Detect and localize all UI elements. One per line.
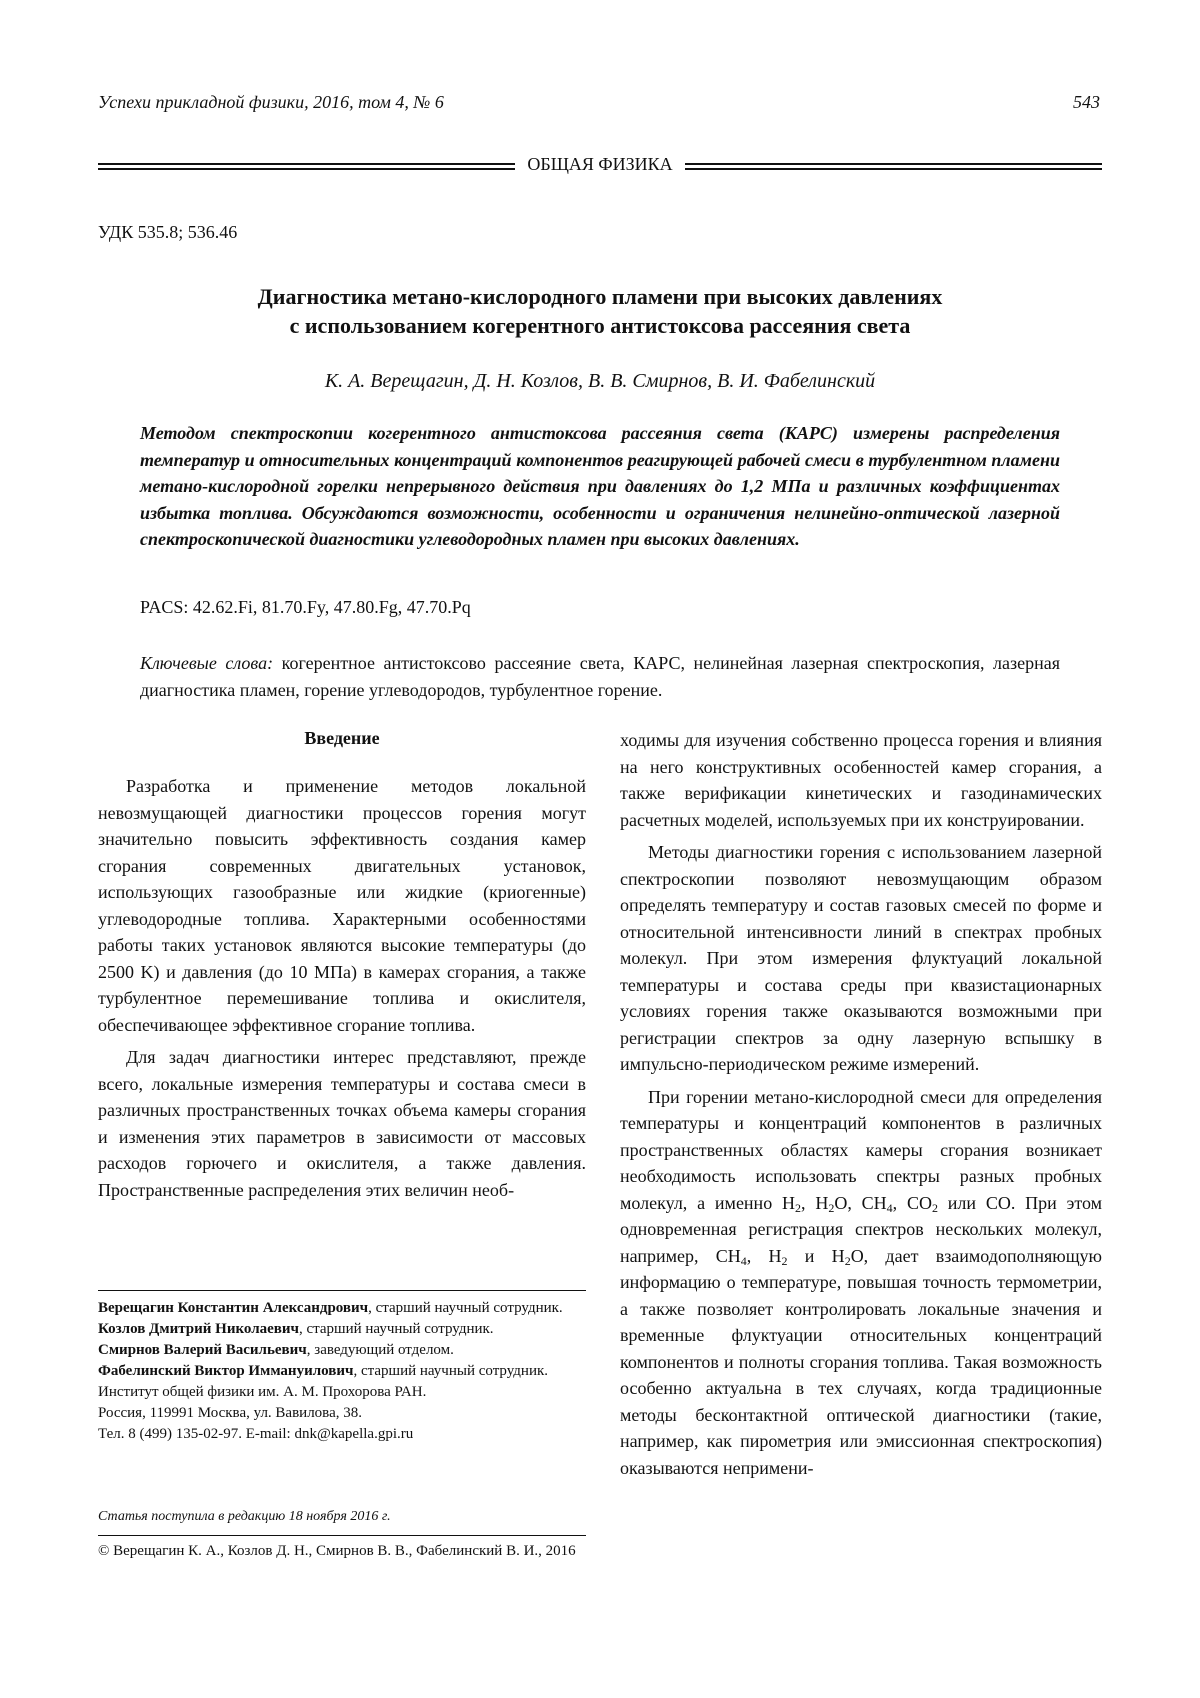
footnote-author-4: Фабелинский Виктор Иммануилович, старший научный сотрудник. bbox=[98, 1363, 549, 1379]
intro-paragraph-2: Для задач диагностики интерес представляют, прежде всего, локальные измерения температуры и состава смеси в различных пространственных точках объема камеры сгорания и изменения этих параметров в зависимости от массовых расходов горючего и окислителя, а также давления. Пространственные распределения этих величин необ- bbox=[98, 1047, 586, 1200]
affiliation-line-1: Институт общей физики им. А. М. Прохорова РАН. bbox=[98, 1384, 427, 1400]
page-number: 543 bbox=[1073, 92, 1100, 112]
pacs-codes: PACS: 42.62.Fi, 81.70.Fy, 47.80.Fg, 47.70.Pq bbox=[140, 597, 471, 617]
keywords-text: когерентное антистоксово рассеяние света, КАРС, нелинейная лазерная спектроскопия, лазерная диагностика пламен, горение углеводородов, турбулентное горение. bbox=[140, 653, 1060, 700]
footnote-author-1: Верещагин Константин Александрович, старший научный сотрудник. bbox=[98, 1300, 563, 1316]
right-column bbox=[620, 727, 1102, 1481]
footnote-author-2: Козлов Дмитрий Николаевич, старший научный сотрудник. bbox=[98, 1321, 494, 1337]
left-column bbox=[98, 773, 586, 1203]
section-title: ОБЩАЯ ФИЗИКА bbox=[515, 154, 684, 174]
abstract: Методом спектроскопии когерентного антистоксова рассеяния света (КАРС) измерены распределения температур и относительных концентраций компонентов реагирующей рабочей смеси в турбулентном пламени метано-кислородной горелки непрерывного действия при давлениях до 1,2 МПа и различных коэффициентах избытка топлива. Обсуждаются возможности, особенности и ограничения нелинейно-оптической лазерной спектроскопической диагностики углеводородных пламен при высоких давлениях. bbox=[140, 423, 1060, 549]
received-date: Статья поступила в редакцию 18 ноября 2016 г. bbox=[98, 1509, 391, 1524]
keywords bbox=[140, 650, 1060, 703]
title-line-2: с использованием когерентного антистоксова рассеяния света bbox=[289, 313, 911, 338]
journal-header: Успехи прикладной физики, 2016, том 4, № 6 bbox=[98, 92, 444, 112]
article-title bbox=[98, 282, 1102, 340]
author-footnotes bbox=[98, 1298, 586, 1445]
udk-code: УДК 535.8; 536.46 bbox=[98, 222, 238, 242]
intro-heading: Введение bbox=[304, 728, 380, 748]
keywords-label: Ключевые слова: bbox=[140, 653, 274, 673]
copyright-divider bbox=[98, 1535, 586, 1536]
intro-paragraph-5: При горении метано-кислородной смеси для определения температуры и концентраций компонентов в различных пространственных областях камеры сгорания возникает необходимость использовать спектры разных пробных молекул, а именно $H_2$, $H_2O$, $CH_4$, $CO_2$ или CO. При этом одновременная регистрация спектров нескольких молекул, например, $CH_4$, $H_2$ и $H_2O$, дает взаимодополняющую информацию о температуре, повышая точность термометрии, а также позволяет контролировать локальные значения и временные флуктуации относительных концентраций компонентов и полноты сгорания топлива. Такая возможность особенно актуальна в тех случаях, когда традиционные методы бесконтактной оптической диагностики (такие, например, как пирометрия или эмиссионная спектроскопия) оказываются непримени- bbox=[620, 1086, 1103, 1478]
affiliation-line-3: Тел. 8 (499) 135-02-97. E-mail: dnk@kapella.gpi.ru bbox=[98, 1426, 414, 1442]
footnote-divider bbox=[98, 1290, 586, 1291]
intro-paragraph-1: Разработка и применение методов локальной невозмущающей диагностики процессов горения могут значительно повысить эффективность создания камер сгорания современных двигательных установок, использующих газообразные или жидкие (криогенные) углеводородные топлива. Характерными особенностями работы таких установок являются высокие температуры (до 2500 K) и давления (до 10 МПа) в камерах сгорания, а также турбулентное перемешивание топлива и окислителя, обеспечивающее эффективное сгорание топлива. bbox=[98, 776, 586, 1035]
intro-paragraph-3: ходимы для изучения собственно процесса горения и влияния на него конструктивных особенностей камер сгорания, а также верификации кинетических и газодинамических расчетных моделей, используемых при их конструировании. bbox=[620, 730, 1102, 830]
affiliation-line-2: Россия, 119991 Москва, ул. Вавилова, 38. bbox=[98, 1405, 362, 1421]
footnote-author-3: Смирнов Валерий Васильевич, заведующий отделом. bbox=[98, 1342, 454, 1358]
title-line-1: Диагностика метано-кислородного пламени при высоких давлениях bbox=[257, 284, 943, 309]
intro-paragraph-4: Методы диагностики горения с использованием лазерной спектроскопии позволяют невозмущающим образом определять температуру и состав газовых смесей по форме и относительной интенсивности линий в спектрах пробных молекул. При этом измерения флуктуаций локальной температуры и состава среды при квазистационарных условиях горения также оказываются возможными при регистрации спектров за одну лазерную вспышку в импульсно-периодическом режиме измерений. bbox=[620, 842, 1102, 1074]
author-list: К. А. Верещагин, Д. Н. Козлов, В. В. Смирнов, В. И. Фабелинский bbox=[324, 370, 876, 392]
section-banner bbox=[0, 154, 1200, 175]
copyright: © Верещагин К. А., Козлов Д. Н., Смирнов В. В., Фабелинский В. И., 2016 bbox=[98, 1543, 576, 1559]
